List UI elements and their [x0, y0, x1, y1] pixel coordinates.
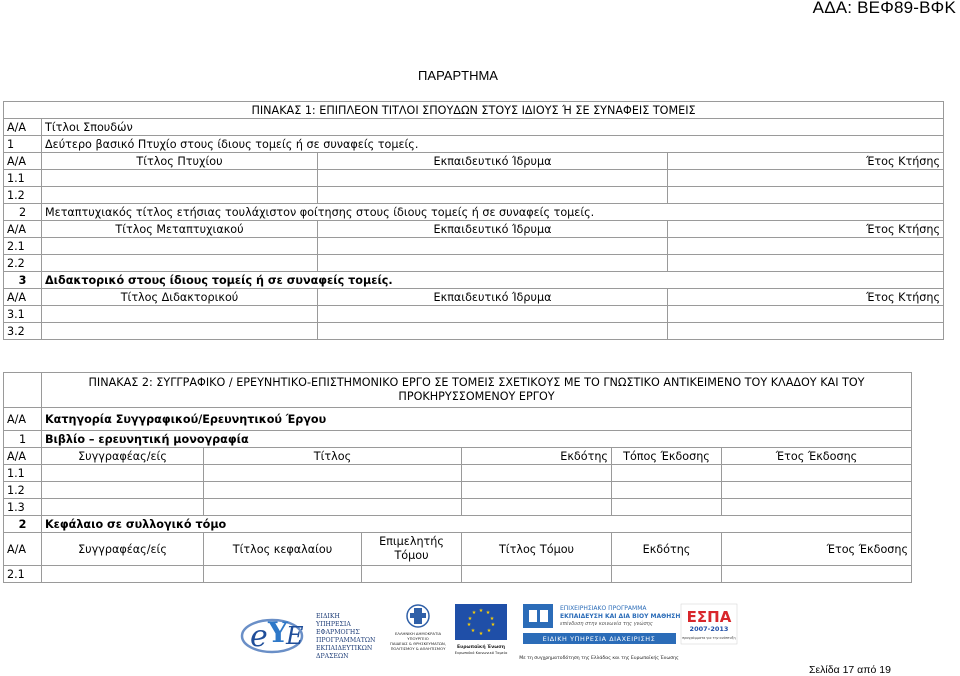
funding-logos — [240, 598, 740, 662]
category-header: Κατηγορία Συγγραφικού/Ερευνητικού Έργου — [42, 408, 912, 431]
table-row — [4, 465, 912, 482]
section-number: 1 — [4, 431, 42, 448]
row-number: 1.1 — [4, 465, 42, 482]
cofund-text: Με τη συγχρηματοδότηση της Ελλάδας και της Ευρωπαϊκής Ένωσης — [519, 656, 679, 661]
eu-star-icon: ★ — [486, 628, 492, 634]
column-header: Τίτλος Τόμου — [462, 533, 612, 566]
table-2 — [3, 372, 912, 583]
section-title: Βιβλίο – ερευνητική μονογραφία — [42, 431, 912, 448]
eu-text-2: Ευρωπαϊκό Κοινωνικό Ταμείο — [454, 651, 508, 655]
titles-header: Τίτλοι Σπουδών — [42, 119, 944, 136]
section-title: Κεφάλαιο σε συλλογικό τόμο — [42, 516, 912, 533]
eu-star-icon: ★ — [490, 622, 496, 628]
eye-text-1: ΕΙΔΙΚΗ — [316, 613, 340, 620]
op-text-3: επένδυση στην κοινωνία της γνώσης — [560, 621, 653, 627]
eu-star-icon: ★ — [478, 631, 484, 637]
column-header-row — [4, 448, 912, 465]
column-header: Τίτλος Μεταπτυχιακού — [42, 221, 318, 238]
column-header: Τίτλος κεφαλαίου — [204, 533, 362, 566]
section-number: 2 — [4, 516, 42, 533]
row-number: 1.2 — [4, 482, 42, 499]
eye-text-2: ΥΠΗΡΕΣΙΑ — [316, 621, 351, 628]
column-header: Συγγραφέας/είς — [42, 448, 204, 465]
section-title: Μεταπτυχιακός τίτλος ετήσιας τουλάχιστον φοίτησης στους ίδιους τομείς ή σε συναφείς τομείς. — [42, 204, 944, 221]
table-row — [4, 566, 912, 583]
eye-logo — [242, 613, 376, 660]
column-header: Τίτλος Διδακτορικού — [42, 289, 318, 306]
column-header-row — [4, 153, 944, 170]
ministry-logo — [390, 605, 446, 651]
row-number: 1.3 — [4, 499, 42, 516]
section-number: 3 — [4, 272, 42, 289]
eu-star-icon: ★ — [466, 622, 472, 628]
column-header: Έτος Έκδοσης — [722, 533, 912, 566]
row-number: 1.1 — [4, 170, 42, 187]
eu-star-icon: ★ — [485, 610, 491, 616]
column-header-row — [4, 221, 944, 238]
column-header-row — [4, 533, 912, 566]
table-row — [4, 170, 944, 187]
section-number: 1 — [4, 136, 42, 153]
eye-text-3: ΕΦΑΡΜΟΓΗΣ — [316, 629, 360, 636]
column-header: Α/Α — [4, 221, 42, 238]
column-header-row — [4, 289, 944, 306]
eye-mark: e — [250, 619, 268, 654]
espa-text-2: 2007-2013 — [689, 625, 729, 633]
ministry-text-3: ΠΑΙΔΕΙΑΣ & ΘΡΗΣΚΕΥΜΑΤΩΝ, — [390, 641, 446, 646]
eu-star-icon: ★ — [470, 628, 476, 634]
ministry-text-1: ΕΛΛΗΝΙΚΗ ΔΗΜΟΚΡΑΤΙΑ — [394, 631, 442, 636]
table-row — [4, 499, 912, 516]
column-header: Εκπαιδευτικό Ίδρυμα — [318, 221, 668, 238]
ministry-text-2: ΥΠΟΥΡΓΕΙΟ — [407, 636, 429, 641]
op-text-1: ΕΠΙΧΕΙΡΗΣΙΑΚΟ ΠΡΟΓΡΑΜΜΑ — [560, 605, 647, 612]
espa-text-1: ΕΣΠΑ — [686, 608, 732, 626]
eye-mark: Y — [268, 616, 288, 649]
column-header: Έτος Έκδοσης — [722, 448, 912, 465]
column-header: Α/Α — [4, 533, 42, 566]
table-1 — [3, 101, 944, 340]
column-header: Τίτλος — [204, 448, 462, 465]
table-caption: ΠΙΝΑΚΑΣ 1: ΕΠΙΠΛΕΟΝ ΤΙΤΛΟΙ ΣΠΟΥΔΩΝ ΣΤΟΥΣ ΙΔΙΟΥΣ Ή ΣΕ ΣΥΝΑΦΕΙΣ ΤΟΜΕΙΣ — [4, 102, 944, 119]
ada-stamp: ΑΔΑ: ΒΕΦ89-ΒΦΚ — [812, 0, 956, 17]
table-caption: ΠΙΝΑΚΑΣ 2: ΣΥΓΓΡΑΦΙΚΟ / ΕΡΕΥΝΗΤΙΚΟ-ΕΠΙΣΤΗΜΟΝΙΚΟ ΕΡΓΟ ΣΕ ΤΟΜΕΙΣ ΣΧΕΤΙΚΟΥΣ ΜΕ ΤΟ ΓΝΩΣΤΙΚΟ ΑΝΤΙΚΕΙΜΕΝΟ ΤΟΥ ΚΛΑΔΟΥ ΚΑΙ ΤΟΥ ΠΡΟΚΗΡΥΣΣΟΜΕΝΟΥ ΕΡΓΟΥ — [42, 373, 912, 408]
page-heading — [0, 68, 960, 83]
column-header: Εκδότης — [612, 533, 722, 566]
eu-logo — [455, 604, 508, 655]
section-title: Δεύτερο βασικό Πτυχίο στους ίδιους τομείς ή σε συναφείς τομείς. — [42, 136, 944, 153]
page-number: Σελίδα 17 από 19 — [809, 664, 891, 676]
eye-text-6: ΔΡΑΣΕΩΝ — [316, 653, 349, 660]
table-row — [4, 255, 944, 272]
column-header: Εκπαιδευτικό Ίδρυμα — [318, 153, 668, 170]
eye-mark: E — [286, 622, 304, 650]
column-header: Α/Α — [4, 289, 42, 306]
column-header: Τόπος Έκδοσης — [612, 448, 722, 465]
row-number: 3.2 — [4, 323, 42, 340]
section-number: 2 — [4, 204, 42, 221]
eye-text-5: ΕΚΠΑΙΔΕΥΤΙΚΩΝ — [316, 645, 373, 652]
column-header: Επιμελητής Τόμου — [362, 533, 462, 566]
column-header: Εκπαιδευτικό Ίδρυμα — [318, 289, 668, 306]
column-header: Α/Α — [4, 153, 42, 170]
eu-star-icon: ★ — [467, 616, 473, 622]
eu-star-icon: ★ — [471, 610, 477, 616]
espa-logo — [681, 604, 737, 644]
column-header: Έτος Κτήσης — [668, 289, 944, 306]
op-text-2: ΕΚΠΑΙΔΕΥΣΗ ΚΑΙ ΔΙΑ ΒΙΟΥ ΜΑΘΗΣΗ — [560, 613, 681, 620]
row-number: 2.2 — [4, 255, 42, 272]
row-number: 3.1 — [4, 306, 42, 323]
column-header: Τίτλος Πτυχίου — [42, 153, 318, 170]
table-row — [4, 187, 944, 204]
eu-text-1: Ευρωπαϊκή Ένωση — [456, 645, 506, 650]
espa-text-3: προγράμματα για την ανάπτυξη — [682, 636, 736, 640]
column-header: Α/Α — [4, 448, 42, 465]
table-row — [4, 323, 944, 340]
column-header: Έτος Κτήσης — [668, 221, 944, 238]
eye-text-4: ΠΡΟΓΡΑΜΜΑΤΩΝ — [316, 637, 376, 644]
row-number: 1.2 — [4, 187, 42, 204]
op-logo — [523, 604, 680, 644]
ministry-text-4: ΠΟΛΙΤΙΣΜΟΥ & ΑΘΛΗΤΙΣΜΟΥ — [390, 646, 446, 651]
aa-header: Α/Α — [4, 119, 42, 136]
table-row — [4, 306, 944, 323]
row-number: 2.1 — [4, 238, 42, 255]
row-number: 2.1 — [4, 566, 42, 583]
column-header: Εκδότης — [462, 448, 612, 465]
column-header: Έτος Κτήσης — [668, 153, 944, 170]
annex-title: ΠΑΡΑΡΤΗΜΑ — [418, 68, 498, 83]
op-text-4: ΕΙΔΙΚΗ ΥΠΗΡΕΣΙΑ ΔΙΑΧΕΙΡΙΣΗΣ — [542, 635, 656, 643]
table-row — [4, 482, 912, 499]
eu-star-icon: ★ — [489, 616, 495, 622]
aa-header: Α/Α — [4, 408, 42, 431]
eu-star-icon: ★ — [478, 608, 484, 614]
column-header: Συγγραφέας/είς — [42, 533, 204, 566]
section-title: Διδακτορικό στους ίδιους τομείς ή σε συναφείς τομείς. — [42, 272, 944, 289]
table-row — [4, 238, 944, 255]
